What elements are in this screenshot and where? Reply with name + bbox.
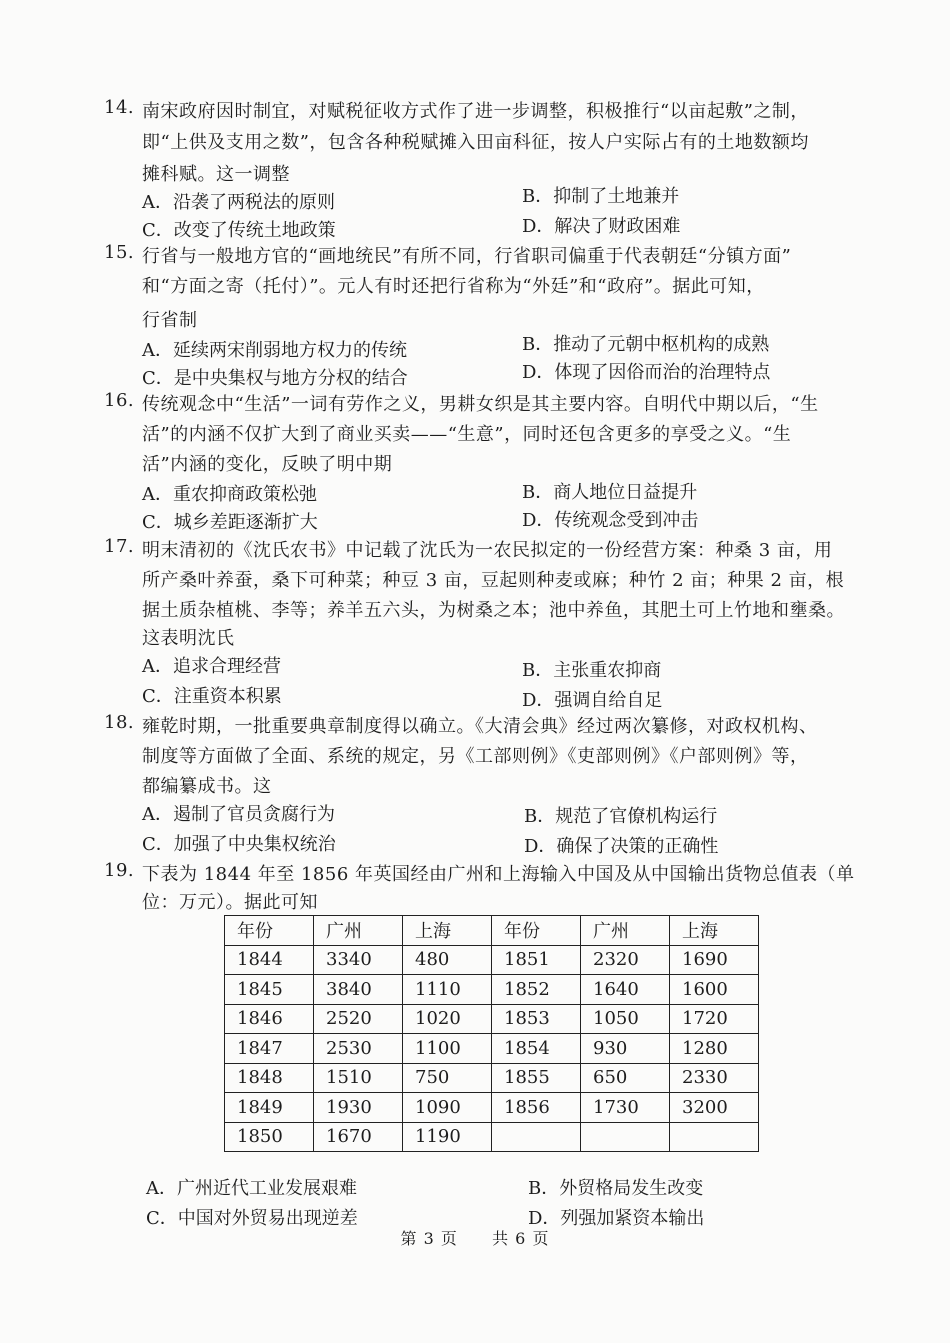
table-header-cell: 广州 [314,916,403,946]
q16-number: 16. [104,390,135,411]
q19-option-c[interactable]: C．中国对外贸易出现逆差 [146,1208,358,1229]
q16-stem-line-1: 传统观念中“生活”一词有劳作之义，男耕女织是其主要内容。自明代中期以后，“生 [142,394,819,415]
q15-number: 15. [104,242,135,263]
table-cell: 1690 [670,945,759,975]
table-cell: 1100 [403,1034,492,1064]
table-cell: 1846 [225,1004,314,1034]
table-cell: 3340 [314,945,403,975]
q16-stem-line-2: 活”的内涵不仅扩大到了商业买卖——“生意”，同时还包含更多的享受之义。“生 [142,424,792,445]
q16-stem-line-3: 活”内涵的变化，反映了明中期 [142,454,393,475]
table-cell: 1855 [492,1063,581,1093]
q16-option-d[interactable]: D．传统观念受到冲击 [522,510,699,531]
table-cell: 2330 [670,1063,759,1093]
table-cell: 1851 [492,945,581,975]
table-cell: 1849 [225,1093,314,1123]
table-cell: 1050 [581,1004,670,1034]
q17-option-a[interactable]: A．追求合理经营 [142,656,281,677]
table-row [225,1004,759,1034]
q14-stem-line-1: 南宋政府因时制宜，对赋税征收方式作了进一步调整，积极推行“以亩起敷”之制， [142,101,809,122]
table-cell: 1110 [403,975,492,1005]
q18-option-c[interactable]: C．加强了中央集权统治 [142,834,336,855]
q17-stem-line-1: 明末清初的《沈氏农书》中记载了沈氏为一农民拟定的一份经营方案：种桑 3 亩，用 [142,540,833,561]
table-cell: 1930 [314,1093,403,1123]
table-cell: 1844 [225,945,314,975]
q14-number: 14. [104,97,135,118]
q15-stem-line-1: 行省与一般地方官的“画地统民”有所不同，行省职司偏重于代表朝廷“分镇方面” [142,246,792,267]
q17-option-b[interactable]: B．主张重农抑商 [522,660,662,681]
q14-option-b[interactable]: B．抑制了土地兼并 [522,186,680,207]
table-cell: 2530 [314,1034,403,1064]
table-cell: 1600 [670,975,759,1005]
table-header-cell: 年份 [492,916,581,946]
q15-option-b[interactable]: B．推动了元朝中枢机构的成熟 [522,334,770,355]
q14-stem-line-3: 摊科赋。这一调整 [142,164,290,185]
table-header-cell: 广州 [581,916,670,946]
table-cell: 1852 [492,975,581,1005]
table-cell: 1090 [403,1093,492,1123]
q18-option-b[interactable]: B．规范了官僚机构运行 [524,806,718,827]
q14-stem-line-2: 即“上供及支用之数”，包含各种税赋摊入田亩科征，按人户实际占有的土地数额均 [142,132,809,153]
q19-stem-line-2: 位：万元）。据此可知 [142,892,318,913]
q16-option-c[interactable]: C．城乡差距逐渐扩大 [142,512,318,533]
table-cell: 1020 [403,1004,492,1034]
q18-option-d[interactable]: D．确保了决策的正确性 [524,836,719,857]
table-cell: 1720 [670,1004,759,1034]
table-header-row [225,916,759,946]
table-row [225,945,759,975]
table-row [225,1063,759,1093]
table-row [225,1122,759,1152]
table-cell: 930 [581,1034,670,1064]
q15-option-c[interactable]: C．是中央集权与地方分权的结合 [142,368,408,389]
q15-stem-line-2: 和“方面之寄（托付）”。元人有时还把行省称为“外廷”和“政府”。据此可知， [142,276,765,297]
q18-stem-line-3: 都编纂成书。这 [142,776,272,797]
table-cell: 3840 [314,975,403,1005]
table-cell: 750 [403,1063,492,1093]
table-cell: 650 [581,1063,670,1093]
page-total: 共 6 页 [492,1229,550,1248]
table-header-cell: 上海 [403,916,492,946]
q17-number: 17. [104,536,135,557]
table-cell: 2520 [314,1004,403,1034]
table-header-cell: 上海 [670,916,759,946]
table-cell: 1640 [581,975,670,1005]
table-cell [581,1122,670,1152]
table-cell: 2320 [581,945,670,975]
q16-option-b[interactable]: B．商人地位日益提升 [522,482,698,503]
table-cell: 1845 [225,975,314,1005]
page-number: 第 3 页 [400,1229,458,1248]
q15-option-d[interactable]: D．体现了因俗而治的治理特点 [522,362,771,383]
table-cell: 1856 [492,1093,581,1123]
q18-option-a[interactable]: A．遏制了官员贪腐行为 [142,804,335,825]
q17-stem-line-3: 据土质杂植桃、李等；养羊五六头，为树桑之本；池中养鱼，其肥土可上竹地和壅桑。 [142,600,845,621]
table-cell: 1853 [492,1004,581,1034]
q19-option-b[interactable]: B．外贸格局发生改变 [528,1178,704,1199]
table-cell [492,1122,581,1152]
q14-option-d[interactable]: D．解决了财政困难 [522,216,681,237]
q17-option-c[interactable]: C．注重资本积累 [142,686,282,707]
table-row [225,1093,759,1123]
q14-option-a[interactable]: A．沿袭了两税法的原则 [142,192,335,213]
q19-option-a[interactable]: A．广州近代工业发展艰难 [146,1178,357,1199]
table-cell: 1280 [670,1034,759,1064]
table-cell: 1854 [492,1034,581,1064]
table-cell: 1847 [225,1034,314,1064]
q19-stem-line-1: 下表为 1844 年至 1856 年英国经由广州和上海输入中国及从中国输出货物总值表（单 [142,864,855,885]
q18-number: 18. [104,712,135,733]
table-cell: 1510 [314,1063,403,1093]
trade-value-table [224,915,759,1152]
q19-option-d[interactable]: D．列强加紧资本输出 [528,1208,705,1229]
q14-option-c[interactable]: C．改变了传统土地政策 [142,220,336,241]
table-cell: 480 [403,945,492,975]
table-cell: 1850 [225,1122,314,1152]
q15-option-a[interactable]: A．延续两宋削弱地方权力的传统 [142,340,407,361]
table-cell: 1848 [225,1063,314,1093]
q16-option-a[interactable]: A．重农抑商政策松弛 [142,484,317,505]
table-header-cell: 年份 [225,916,314,946]
table-row [225,1034,759,1064]
page-footer [0,1226,950,1249]
table-cell [670,1122,759,1152]
q18-stem-line-2: 制度等方面做了全面、系统的规定，另《工部则例》《吏部则例》《户部则例》等， [142,746,809,767]
q18-stem-line-1: 雍乾时期，一批重要典章制度得以确立。《大清会典》经过两次纂修，对政权机构、 [142,716,818,737]
q17-option-d[interactable]: D．强调自给自足 [522,690,663,711]
q19-number: 19. [104,860,135,881]
table-cell: 3200 [670,1093,759,1123]
table-row [225,975,759,1005]
table-cell: 1730 [581,1093,670,1123]
q15-stem-line-3: 行省制 [142,310,198,331]
table-cell: 1670 [314,1122,403,1152]
q17-stem-line-2: 所产桑叶养蚕，桑下可种菜；种豆 3 亩，豆起则种麦或麻；种竹 2 亩；种果 2 亩，根 [142,570,845,591]
q17-stem-line-4: 这表明沈氏 [142,628,235,649]
table-cell: 1190 [403,1122,492,1152]
